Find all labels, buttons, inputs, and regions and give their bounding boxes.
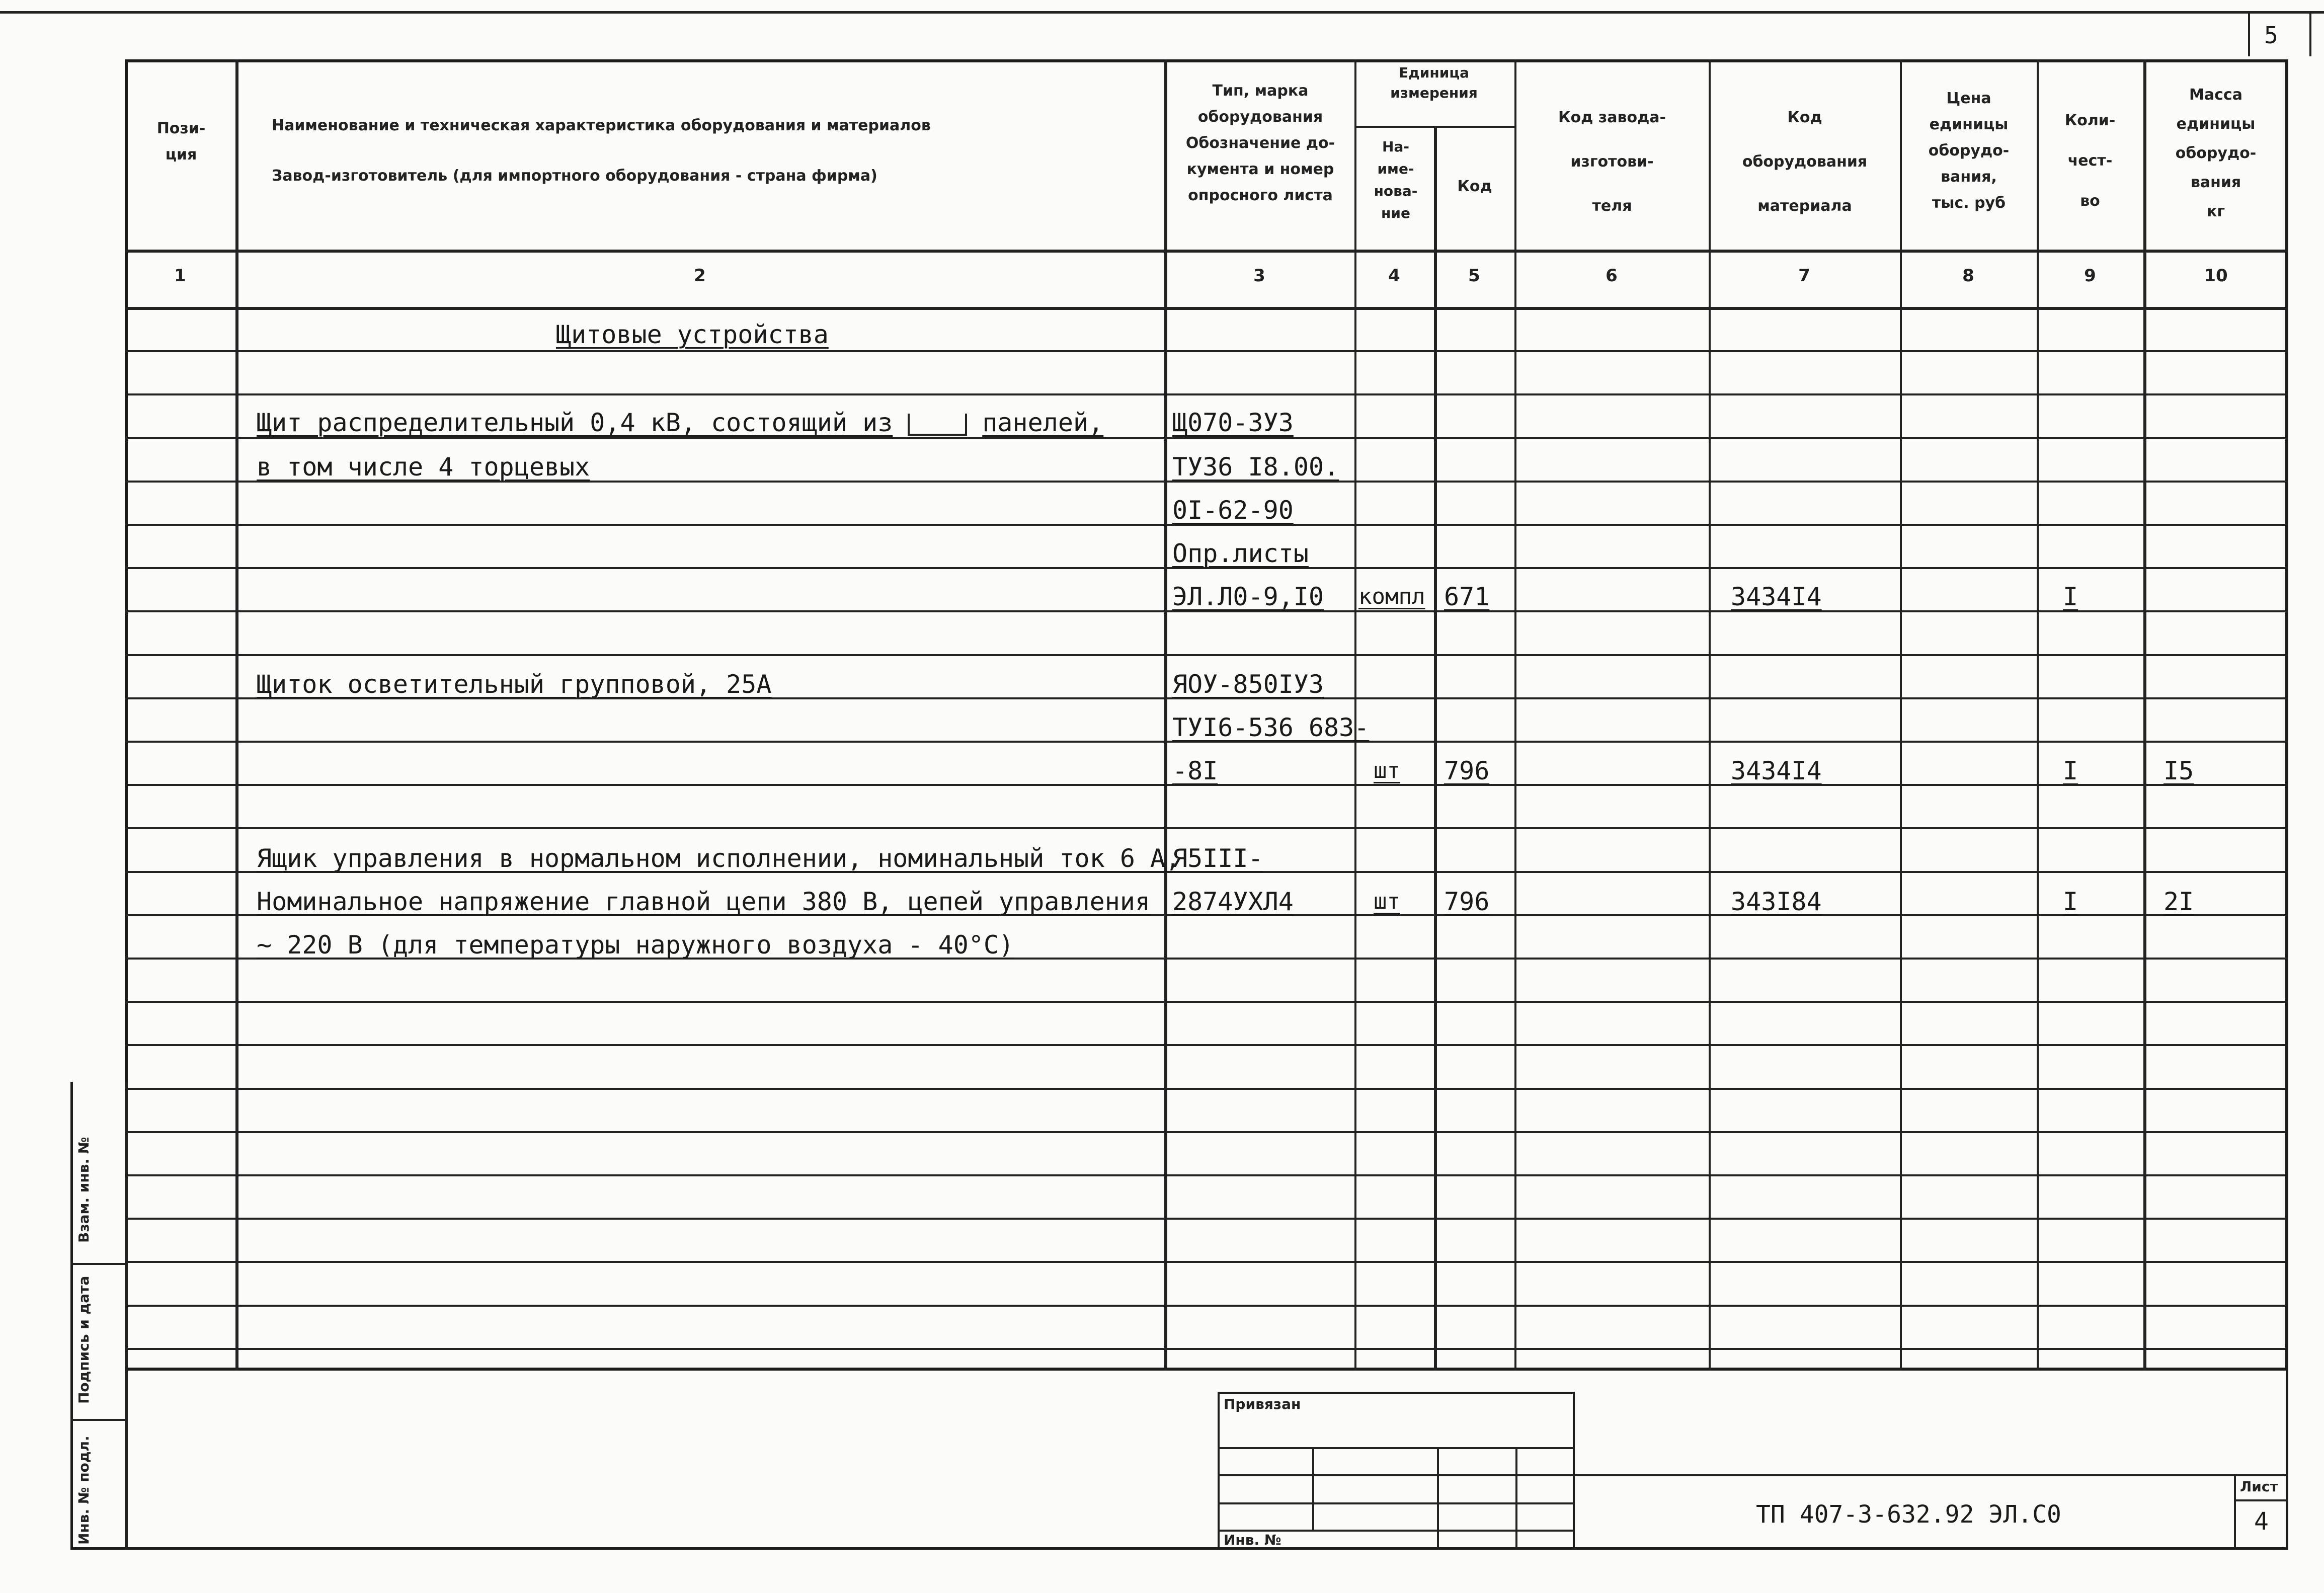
item2-type-1: ЯОУ-850IУЗ — [1172, 670, 1324, 699]
item1-type-5: ЭЛ.Л0-9,I0 — [1172, 582, 1324, 611]
item1-unit: компл — [1358, 584, 1425, 609]
item3-unit-code: 796 — [1444, 887, 1490, 916]
stamp-line-1 — [1218, 1447, 1575, 1449]
colnum-4: 4 — [1388, 266, 1400, 286]
item3-name-line1: Ящик управления в нормальном исполнении, номинальный ток 6 А, — [257, 844, 1181, 873]
item2-type-2: ТУI6-536 683- — [1172, 713, 1370, 742]
colnum-2: 2 — [694, 266, 706, 286]
title-block-frame — [70, 1082, 2288, 1550]
colnum-9: 9 — [2084, 266, 2096, 286]
item1-quantity: I — [2063, 582, 2078, 611]
body-row-line — [125, 827, 2288, 829]
header-type: Тип, марка оборудования Обозначение до- кумента и номер опросного листа — [1185, 82, 1335, 204]
item3-type-2: 2874УХЛ4 — [1172, 887, 1294, 916]
side-label-inv-original: Инв. № подл. — [75, 1436, 92, 1545]
page-number-box-left — [2248, 11, 2250, 56]
item1-type-1: Щ070-ЗУЗ — [1172, 408, 1294, 437]
header-price: Цена единицы оборудо- вания, тыс. руб — [1928, 90, 2010, 212]
section-title: Щитовые устройства — [556, 320, 829, 349]
item2-type-3: -8I — [1172, 756, 1218, 785]
header-mass: Масса единицы оборудо- вания кг — [2175, 86, 2257, 220]
header-unit-name: На- име- нова- ние — [1374, 138, 1418, 221]
sheet-box-left — [2234, 1474, 2236, 1550]
stamp-vline-2 — [1437, 1447, 1439, 1550]
page-number: 5 — [2264, 22, 2278, 49]
item2-unit-code: 796 — [1444, 756, 1490, 785]
item2-name: Щиток осветительный групповой, 25А — [257, 670, 772, 699]
header-unit-code: Код — [1457, 178, 1492, 195]
side-strip-line — [125, 1082, 128, 1550]
column-numbers-bottom-line — [125, 307, 2288, 310]
item2-equipment-code: 3434I4 — [1731, 756, 1822, 785]
header-unit: Единица измерения — [1390, 64, 1478, 101]
item1-type-4: Опр.листы — [1172, 539, 1309, 568]
item1-type-3: 0I-62-90 — [1172, 496, 1294, 525]
item1-name-line1 — [257, 408, 1103, 438]
side-strip-divider-2 — [70, 1419, 125, 1421]
item1-type-2: ТУ36 I8.00. — [1172, 452, 1339, 482]
item2-mass: I5 — [2163, 756, 2194, 785]
top-border-line — [0, 11, 2324, 14]
blank-box — [908, 414, 967, 436]
header-factory-code: Код завода- изготови- теля — [1558, 109, 1666, 215]
item1-equipment-code: 3434I4 — [1731, 582, 1822, 611]
colnum-5: 5 — [1468, 266, 1480, 286]
stamp-line-2 — [1218, 1474, 1575, 1476]
body-row-line — [125, 654, 2288, 656]
page-number-box-right — [2309, 11, 2311, 56]
stamp-line-3 — [1218, 1502, 1575, 1504]
header-equipment-code: Код оборудования материала — [1742, 109, 1868, 215]
item1-name-part-a: Щит распределительный 0,4 кВ, состоящий из — [257, 408, 893, 437]
side-strip-divider-1 — [70, 1263, 125, 1265]
body-row-line — [125, 1001, 2288, 1003]
body-row-line — [125, 393, 2288, 395]
side-label-signature-date: Подпись и дата — [75, 1276, 92, 1404]
stamp-box — [1218, 1392, 1575, 1550]
sheet-label: Лист — [2240, 1478, 2278, 1495]
item3-name-line2: Номинальное напряжение главной цепи 380 В, цепей управления — [257, 887, 1151, 916]
stamp-vline-3 — [1515, 1447, 1517, 1550]
colnum-3: 3 — [1253, 266, 1265, 286]
header-position: Пози- ция — [156, 120, 206, 164]
item3-quantity: I — [2063, 887, 2078, 916]
colnum-10: 10 — [2204, 266, 2228, 286]
doc-code-top-line — [1575, 1474, 2288, 1476]
item3-mass: 2I — [2163, 887, 2194, 916]
sheet-number: 4 — [2254, 1507, 2269, 1536]
item3-equipment-code: 343I84 — [1731, 887, 1822, 916]
item1-unit-code: 671 — [1444, 582, 1490, 611]
header-bottom-line — [125, 250, 2288, 253]
colnum-6: 6 — [1606, 266, 1618, 286]
item2-unit: шт — [1374, 758, 1400, 783]
header-quantity: Коли- чест- во — [2064, 112, 2116, 210]
colnum-1: 1 — [174, 266, 186, 286]
stamp-inv-label: Инв. № — [1224, 1532, 1281, 1548]
colnum-7: 7 — [1798, 266, 1810, 286]
colnum-8: 8 — [1962, 266, 1974, 286]
header-name: Наименование и техническая характеристика оборудования и материалов Завод-изготовитель (для импортного оборудования - страна фирма) — [272, 117, 931, 185]
item2-quantity: I — [2063, 756, 2078, 785]
side-label-replace-inv: Взам. инв. № — [75, 1137, 92, 1243]
item3-unit: шт — [1374, 889, 1400, 914]
item3-name-line3: ~ 220 В (для температуры наружного воздуха - 40°С) — [257, 930, 1014, 960]
unit-subheader-line — [1354, 126, 1514, 128]
body-row-line — [125, 350, 2288, 352]
item3-type-1: Я5III- — [1172, 844, 1263, 873]
body-row-line — [125, 1044, 2288, 1046]
item1-name-line2: в том числе 4 торцевых — [257, 452, 590, 482]
stamp-vline-1 — [1312, 1447, 1314, 1530]
item1-name-part-b: панелей, — [982, 408, 1104, 437]
sheet-box-line — [2234, 1499, 2288, 1501]
document-code: ТП 407-3-632.92 ЭЛ.С0 — [1756, 1500, 2061, 1529]
stamp-attached-label: Привязан — [1224, 1396, 1301, 1412]
